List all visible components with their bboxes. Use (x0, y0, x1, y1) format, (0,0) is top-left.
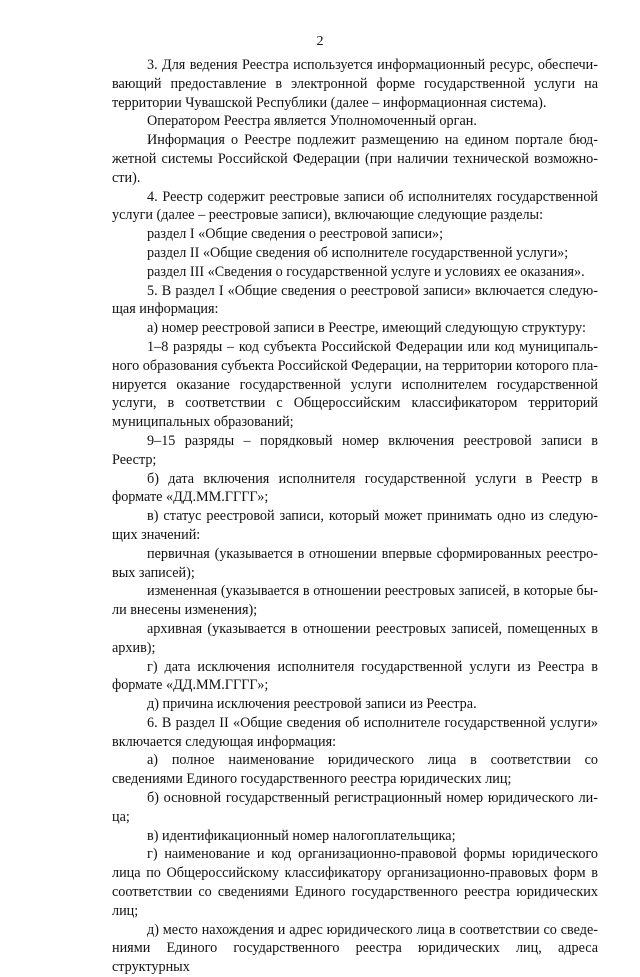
paragraph-5g-exclusion-date: г) дата исключения исполнителя государственной услуги из Реестра в формате «ДД.ММ.ГГГГ»; (112, 658, 598, 694)
paragraph-5-section-1-info: 5. В раздел I «Общие сведения о реестровой записи» включается следующая информация: (112, 282, 598, 318)
paragraph-digits-1-8: 1–8 разряды – код субъекта Российской Федерации или код муниципального образования субъекта Российской Федерации, на территории которого планируется оказание государственной услуги исполнителем государственной услуги, в соответствии с Общероссийским классификатором территорий муниципальных образований; (112, 338, 599, 431)
paragraph-6-section-2-info: 6. В раздел II «Общие сведения об исполнителе государственной услуги» включается следующая информация: (112, 714, 598, 750)
paragraph-5d-exclusion-reason: д) причина исключения реестровой записи из Реестра. (147, 696, 477, 713)
paragraph-section-2: раздел II «Общие сведения об исполнителе государственной услуги»; (147, 244, 569, 261)
paragraph-6d-address: д) место нахождения и адрес юридического лица в соответствии со сведениями Единого государственного реестра юридических лиц, адреса структурных (112, 921, 598, 976)
paragraph-6b-ogrn: б) основной государственный регистрационный номер юридического лица; (112, 790, 598, 825)
page-number: 2 (316, 34, 324, 49)
paragraph-status-changed: измененная (указывается в отношении реестровых записей, в которые были внесены изменения); (112, 583, 598, 619)
paragraph-6g-legal-form: г) наименование и код организационно-правовой формы юридического лица по Общероссийскому классификатору организационно-правовых форм в соответствии со сведениями Единого государственного реестра юридических лиц; (112, 846, 598, 919)
paragraph-5b-inclusion-date: б) дата включения исполнителя государственной услуги в Реестр в формате «ДД.ММ.ГГГГ»; (112, 470, 598, 506)
paragraph-6a-full-name: а) полное наименование юридического лица в соответствии со сведениями Единого государственного реестра юридических лиц; (112, 752, 598, 788)
paragraph-section-1: раздел I «Общие сведения о реестровой записи»; (147, 226, 444, 243)
document-body (112, 56, 598, 977)
paragraph-digits-9-15: 9–15 разряды – порядковый номер включения реестровой записи в Реестр; (112, 432, 598, 468)
paragraph-status-primary: первичная (указывается в отношении впервые сформированных реестровых записей); (112, 545, 598, 581)
paragraph-3-information-resource: 3. Для ведения Реестра используется информационный ресурс, обеспечивающий предоставление в электронной форме государственной услуги на территории Чувашской Республики (далее – информационная система). (112, 57, 598, 111)
paragraph-registry-publication: Информация о Реестре подлежит размещению на едином портале бюджетной системы Российской Федерации (при наличии технической возможности). (112, 132, 598, 186)
paragraph-5v-entry-status: в) статус реестровой записи, который может принимать одно из следующих значений: (112, 508, 598, 543)
paragraph-status-archived: архивная (указывается в отношении реестровых записей, помещенных в архив); (112, 620, 598, 656)
paragraph-6v-inn: в) идентификационный номер налогоплательщика; (147, 827, 456, 844)
paragraph-5a-entry-number: а) номер реестровой записи в Реестре, имеющий следующую структуру: (147, 320, 586, 337)
paragraph-section-3: раздел III «Сведения о государственной услуге и условиях ее оказания». (147, 263, 585, 280)
paragraph-4-registry-entries: 4. Реестр содержит реестровые записи об исполнителях государственной услуги (далее – реестровые записи), включающие следующие разделы: (112, 188, 598, 224)
paragraph-registry-operator: Оператором Реестра является Уполномоченный орган. (147, 113, 477, 130)
